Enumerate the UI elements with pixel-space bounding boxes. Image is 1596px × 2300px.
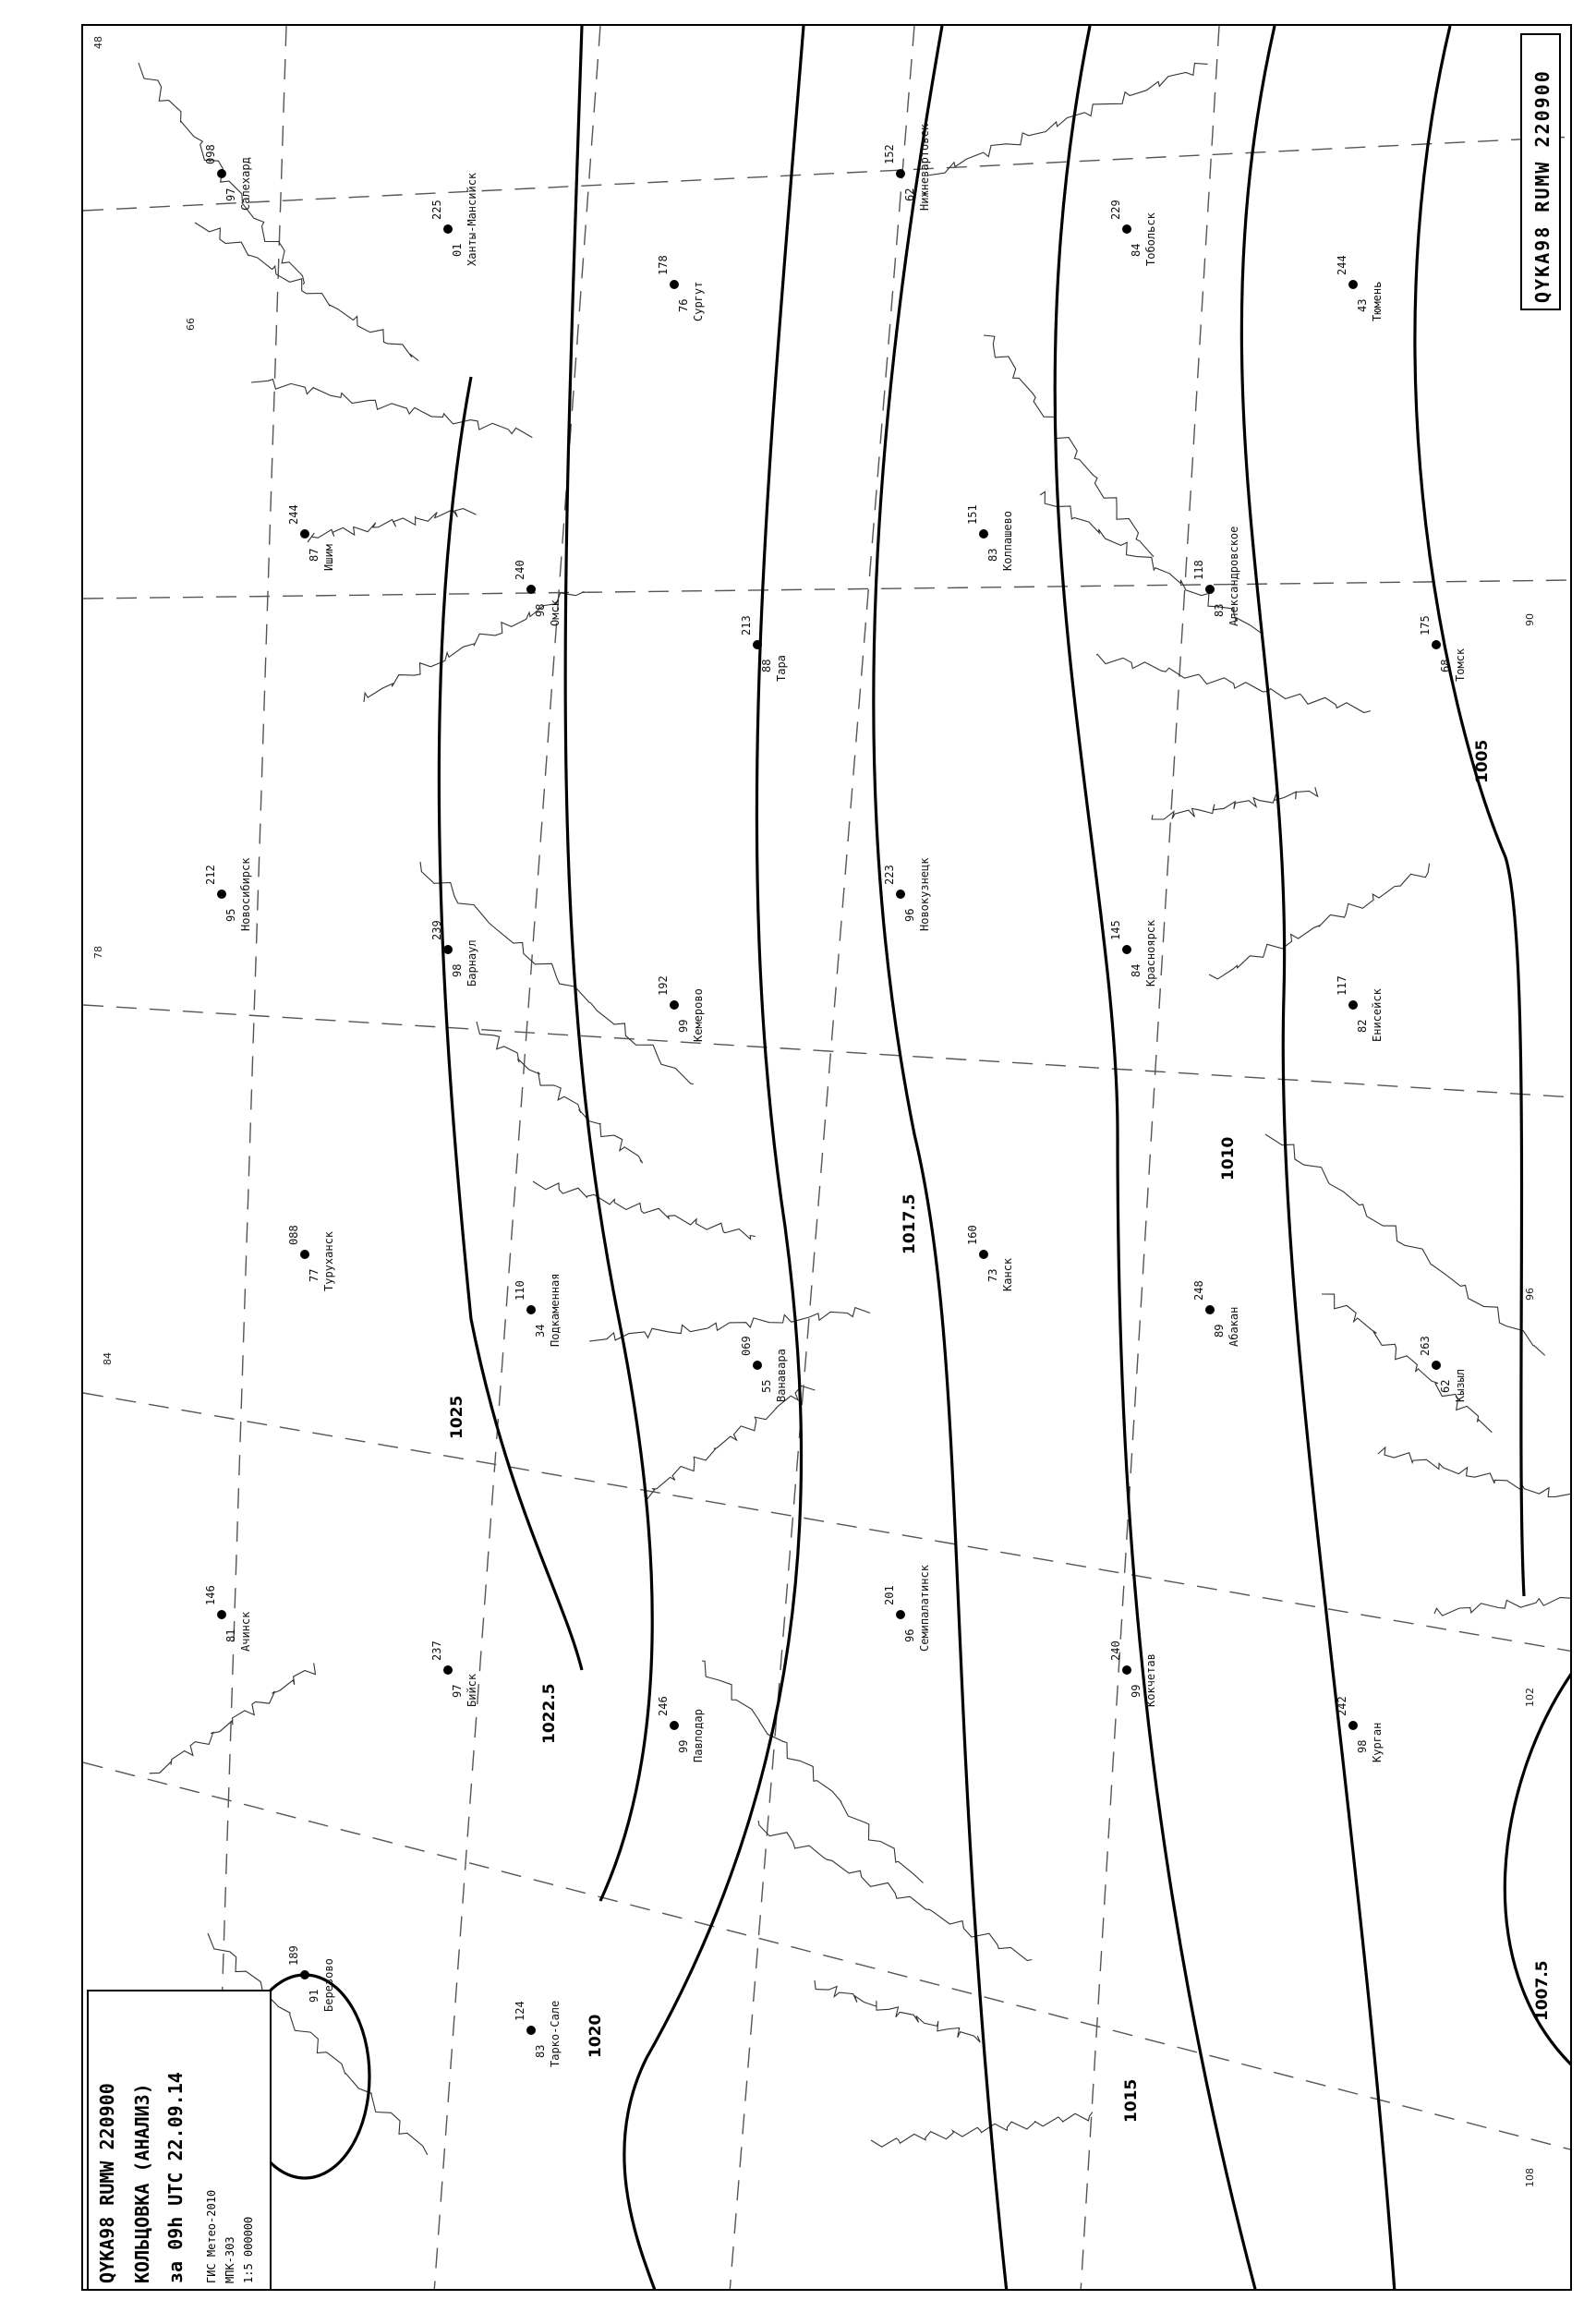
station-temp: 98 <box>451 963 464 977</box>
station-temp: 62 <box>903 188 916 201</box>
station-temp: 95 <box>224 908 237 922</box>
station-temp: 98 <box>534 603 547 617</box>
station-dot <box>753 1361 762 1370</box>
station-dot <box>753 640 762 649</box>
river-or-border <box>1096 655 1371 713</box>
station-dot <box>1348 1000 1358 1010</box>
river-or-border <box>1378 1447 1572 1509</box>
station-plot <box>740 1336 788 1402</box>
station-name: Тара <box>775 655 788 682</box>
isobar-line <box>565 26 652 1901</box>
station-name: Кемерово <box>692 988 705 1042</box>
station-temp: 97 <box>451 1684 464 1698</box>
station-pressure: 152 <box>883 144 896 164</box>
station-name: Ачинск <box>239 1611 252 1652</box>
station-pressure: 145 <box>1109 920 1122 940</box>
station-name: Курган <box>1371 1722 1384 1762</box>
graticule-label: 90 <box>1524 613 1536 626</box>
river-or-border <box>251 380 532 438</box>
station-plot <box>1192 1280 1240 1347</box>
station-pressure: 189 <box>287 1945 300 1966</box>
station-pressure: 175 <box>1419 615 1432 636</box>
station-temp: 88 <box>760 659 773 672</box>
station-dot <box>217 890 226 899</box>
station-dot <box>1122 224 1131 234</box>
station-pressure: 117 <box>1336 975 1348 996</box>
station-plot <box>1419 615 1467 682</box>
station-plot <box>1109 200 1157 266</box>
legend-box <box>87 1990 272 2291</box>
station-temp: 77 <box>308 1268 320 1282</box>
station-name: Томск <box>1454 648 1467 682</box>
station-dot <box>217 1610 226 1619</box>
station-name: Кокчетав <box>1144 1653 1157 1707</box>
isobar-label: 1017.5 <box>901 1193 919 1254</box>
river-or-border <box>195 223 418 360</box>
station-plot <box>430 172 478 266</box>
station-temp: 55 <box>760 1379 773 1393</box>
legend-subtitle: за 09h UTC 22.09.14 <box>164 2072 187 2283</box>
river-or-border <box>758 1821 1032 1961</box>
isobar-line <box>624 26 804 2291</box>
station-name: Ишим <box>322 544 335 571</box>
station-plot <box>204 1585 252 1652</box>
station-dot <box>1432 640 1441 649</box>
station-dot <box>300 1970 309 1979</box>
station-temp: 98 <box>1356 1739 1369 1753</box>
station-temp: 84 <box>1130 243 1143 257</box>
station-pressure: 237 <box>430 1640 443 1661</box>
river-or-border <box>1265 1134 1545 1355</box>
station-temp: 73 <box>986 1268 999 1282</box>
station-pressure: 192 <box>657 975 670 996</box>
station-pressure: 160 <box>966 1225 979 1245</box>
isobar-label: 1007.5 <box>1533 1960 1552 2021</box>
station-name: Павлодар <box>692 1709 705 1762</box>
graticule-line <box>730 26 914 2291</box>
river-or-border <box>646 1386 815 1501</box>
synoptic-map <box>81 24 1572 2291</box>
station-temp: 99 <box>677 1019 690 1033</box>
station-pressure: 151 <box>966 504 979 525</box>
station-temp: 97 <box>224 188 237 201</box>
station-name: Бийск <box>466 1673 478 1707</box>
station-plot <box>657 255 705 321</box>
station-pressure: 213 <box>740 615 753 636</box>
station-pressure: 248 <box>1192 1280 1205 1301</box>
isobar-label: 1022.5 <box>540 1683 559 1744</box>
station-temp: 43 <box>1356 298 1369 312</box>
header-code-box <box>1520 33 1561 310</box>
graticule-line <box>83 1005 1572 1097</box>
station-temp: 87 <box>308 548 320 562</box>
station-pressure: 201 <box>883 1585 896 1605</box>
station-temp: 01 <box>451 243 464 257</box>
station-plot <box>966 504 1014 571</box>
graticule-label: 108 <box>1524 2168 1536 2187</box>
station-pressure: 229 <box>1109 200 1122 220</box>
station-dot <box>1348 280 1358 289</box>
graticule-label: 48 <box>92 36 104 49</box>
station-plot <box>1336 255 1384 321</box>
river-or-border <box>1434 1582 1572 1616</box>
station-name: Семипалатинск <box>918 1565 931 1652</box>
station-pressure: 244 <box>1336 255 1348 275</box>
map-canvas <box>83 26 1572 2291</box>
station-dot <box>443 945 453 954</box>
isobar-label: 1015 <box>1122 2078 1141 2123</box>
station-name: Подкаменная <box>549 1273 562 1347</box>
station-plots <box>204 123 1467 2067</box>
river-or-border <box>589 1308 870 1341</box>
station-temp: 62 <box>1439 1379 1452 1393</box>
river-or-border <box>1322 1294 1492 1433</box>
station-dot <box>300 529 309 539</box>
station-temp: 96 <box>903 1628 916 1642</box>
station-pressure: 223 <box>883 865 896 885</box>
graticule-label: 96 <box>1524 1288 1536 1301</box>
station-dot <box>670 1721 679 1730</box>
station-pressure: 240 <box>1109 1640 1122 1661</box>
station-dot <box>1205 1305 1215 1314</box>
station-dot <box>1348 1721 1358 1730</box>
station-dot <box>979 529 988 539</box>
river-or-border <box>702 1661 924 1883</box>
rivers-and-borders <box>139 63 1572 2155</box>
station-name: Красноярск <box>1144 919 1157 987</box>
station-name: Туруханск <box>322 1230 335 1291</box>
station-plot <box>657 1696 705 1762</box>
station-plot <box>204 857 252 931</box>
station-dot <box>1205 585 1215 594</box>
station-dot <box>443 224 453 234</box>
legend-credit-1: ГИС Метео-2010 <box>205 2189 218 2283</box>
station-pressure: 088 <box>287 1225 300 1245</box>
station-name: Колпашево <box>1001 510 1014 571</box>
station-plot <box>287 1945 335 2012</box>
station-dot <box>526 2026 536 2035</box>
isobar-line <box>874 26 1007 2291</box>
isobar-line <box>1241 26 1395 2291</box>
station-temp: 99 <box>1130 1684 1143 1698</box>
river-or-border <box>533 1181 756 1240</box>
station-dot <box>896 1610 905 1619</box>
graticule-line <box>83 137 1572 211</box>
station-name: Кызыл <box>1454 1368 1467 1402</box>
station-name: Александровское <box>1227 526 1240 626</box>
station-dot <box>443 1665 453 1675</box>
station-pressure: 069 <box>740 1336 753 1356</box>
station-plot <box>430 920 478 987</box>
station-pressure: 225 <box>430 200 443 220</box>
station-name: Новокузнецк <box>918 857 931 931</box>
isobar-line <box>1415 26 1524 1596</box>
station-name: Абакан <box>1227 1306 1240 1347</box>
station-temp: 68 <box>1439 659 1452 672</box>
station-plot <box>1336 975 1384 1042</box>
station-name: Тюмень <box>1371 281 1384 321</box>
station-dot <box>300 1250 309 1259</box>
station-plot <box>883 123 931 211</box>
station-plot <box>287 1225 335 1291</box>
station-dot <box>896 169 905 178</box>
station-plot <box>883 1564 931 1652</box>
station-temp: 83 <box>1213 603 1226 617</box>
station-pressure: 110 <box>514 1280 526 1301</box>
isobar-label: 1010 <box>1219 1136 1238 1180</box>
station-pressure: 263 <box>1419 1336 1432 1356</box>
station-temp: 83 <box>534 2044 547 2058</box>
station-dot <box>526 1305 536 1314</box>
station-name: Ванавара <box>775 1349 788 1402</box>
station-pressure: 178 <box>657 255 670 275</box>
station-temp: 84 <box>1130 963 1143 977</box>
station-temp: 81 <box>224 1628 237 1642</box>
station-plot <box>883 857 931 931</box>
river-or-border <box>1152 787 1317 819</box>
legend-title: КОЛЬЦОВКА (АНАЛИЗ) <box>131 2083 153 2283</box>
station-pressure: 244 <box>287 504 300 525</box>
station-temp: 91 <box>308 1989 320 2003</box>
station-plot <box>204 144 252 211</box>
graticule-label: 66 <box>185 318 197 331</box>
graticule-label: 102 <box>1524 1688 1536 1707</box>
river-or-border <box>871 2112 1093 2148</box>
station-pressure: 242 <box>1336 1696 1348 1716</box>
station-plot <box>966 1225 1014 1291</box>
station-plot <box>657 975 705 1042</box>
station-name: Барнаул <box>466 939 478 987</box>
station-plot <box>740 615 788 682</box>
station-pressure: 239 <box>430 920 443 940</box>
station-pressure: 212 <box>204 865 217 885</box>
station-temp: 89 <box>1213 1324 1226 1338</box>
isobar-label: 1020 <box>586 2014 605 2058</box>
station-temp: 76 <box>677 298 690 312</box>
station-name: Тобольск <box>1144 212 1157 266</box>
legend-code: QYKA98 RUMW 220900 <box>96 2083 118 2283</box>
isobars <box>240 26 1572 2291</box>
station-name: Салехард <box>239 157 252 211</box>
station-plot <box>514 2001 562 2067</box>
station-name: Березово <box>322 1958 335 2012</box>
station-plot <box>514 1274 562 1347</box>
station-plot <box>430 1640 478 1707</box>
station-name: Енисейск <box>1371 988 1384 1042</box>
graticule-line <box>434 26 600 2291</box>
graticule <box>83 26 1572 2291</box>
station-name: Новосибирск <box>239 857 252 931</box>
station-name: Сургут <box>692 281 705 321</box>
station-plot <box>1109 919 1157 987</box>
legend-scale: 1:5 000000 <box>242 2216 255 2283</box>
isobar-label: 1025 <box>448 1395 466 1439</box>
station-dot <box>979 1250 988 1259</box>
river-or-border <box>477 1022 643 1163</box>
header-code: QYKA98 RUMW 220900 <box>1531 69 1554 303</box>
graticule-line <box>1081 26 1219 2291</box>
graticule-line <box>83 1393 1572 1652</box>
graticule-label: 84 <box>102 1352 114 1365</box>
station-dot <box>670 280 679 289</box>
river-or-border <box>1209 864 1430 979</box>
station-plot <box>1192 527 1240 626</box>
station-pressure: 146 <box>204 1585 217 1605</box>
station-temp: 34 <box>534 1324 547 1338</box>
station-pressure: 240 <box>514 560 526 580</box>
station-name: Канск <box>1001 1257 1014 1291</box>
station-name: Нижневартовск <box>918 124 931 211</box>
station-temp: 83 <box>986 548 999 562</box>
legend-credit-2: МПК-303 <box>224 2236 236 2283</box>
station-pressure: 098 <box>204 144 217 164</box>
river-or-border <box>150 1663 316 1773</box>
station-plot <box>1419 1336 1467 1402</box>
station-dot <box>896 890 905 899</box>
graticule-line <box>83 580 1572 599</box>
station-name: Омск <box>549 599 562 626</box>
station-dot <box>670 1000 679 1010</box>
station-pressure: 124 <box>514 2001 526 2021</box>
station-temp: 82 <box>1356 1019 1369 1033</box>
graticule-label: 78 <box>92 946 104 959</box>
station-name: Тарко-Сале <box>549 2000 562 2067</box>
station-dot <box>1122 945 1131 954</box>
station-name: Ханты-Мансийск <box>466 172 478 266</box>
station-temp: 99 <box>677 1739 690 1753</box>
station-temp: 96 <box>903 908 916 922</box>
station-dot <box>1122 1665 1131 1675</box>
station-dot <box>1432 1361 1441 1370</box>
station-dot <box>526 585 536 594</box>
station-pressure: 118 <box>1192 560 1205 580</box>
station-dot <box>217 169 226 178</box>
station-pressure: 246 <box>657 1696 670 1716</box>
isobar-label: 1005 <box>1473 739 1492 783</box>
